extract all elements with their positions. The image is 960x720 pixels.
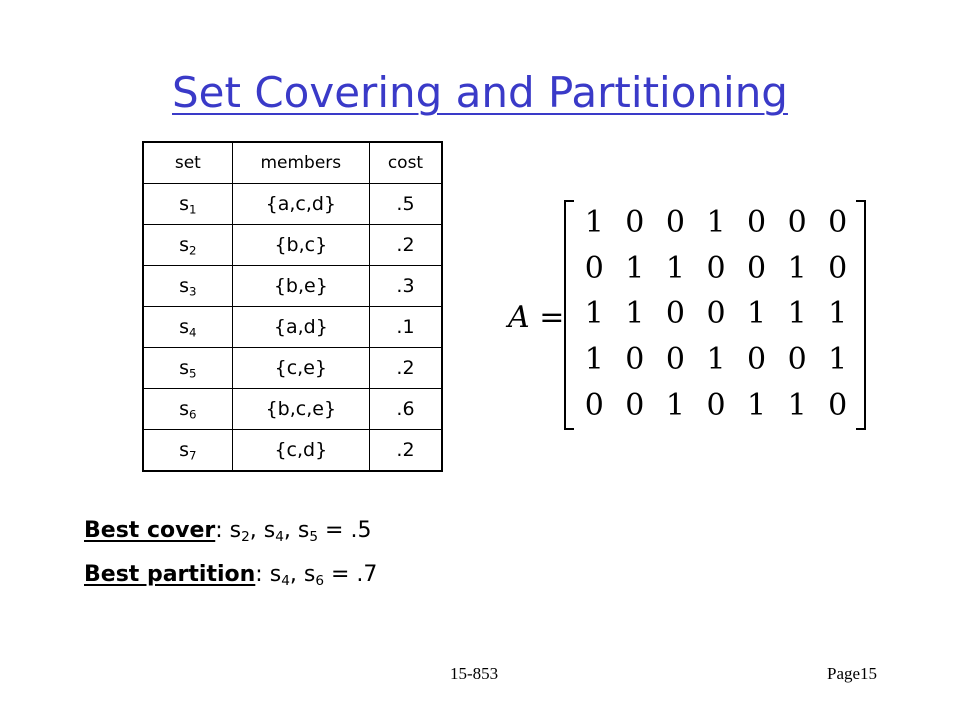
table-row xyxy=(143,348,442,389)
table-row xyxy=(143,184,442,225)
matrix-cell: 1 xyxy=(665,387,685,423)
set-ref: , s xyxy=(249,518,276,543)
matrix-cell: 1 xyxy=(787,296,807,332)
matrix-cell: 1 xyxy=(584,205,604,241)
set-ref: s xyxy=(229,518,242,543)
best-partition-line xyxy=(84,562,378,590)
set-ref: , s xyxy=(289,562,316,587)
matrix-cell: 0 xyxy=(625,342,645,378)
cost-cell: .1 xyxy=(369,307,442,348)
footer-course: 15-853 xyxy=(450,664,499,683)
set-name-cell: $s_1$ xyxy=(143,184,232,225)
matrix-name: A xyxy=(508,300,530,335)
matrix-label xyxy=(508,300,564,335)
matrix-cell: 0 xyxy=(828,250,848,286)
matrix-cell: 0 xyxy=(787,342,807,378)
members-cell: {b,c,e} xyxy=(232,389,369,430)
cost-cell: .6 xyxy=(369,389,442,430)
table-row xyxy=(143,225,442,266)
set-ref-subscript: 6 xyxy=(315,573,324,590)
matrix-cell: 0 xyxy=(625,205,645,241)
set-name-cell: $s_7$ xyxy=(143,430,232,472)
matrix-cell: 0 xyxy=(584,250,604,286)
table-row xyxy=(143,389,442,430)
best-cover-colon: : xyxy=(215,518,223,543)
members-cell: {c,e} xyxy=(232,348,369,389)
table-header-row xyxy=(143,142,442,184)
matrix-cell: 1 xyxy=(747,296,767,332)
table-row xyxy=(143,307,442,348)
cost-cell: .2 xyxy=(369,348,442,389)
set-ref: s xyxy=(269,562,282,587)
sets-table xyxy=(142,141,443,472)
matrix-grid xyxy=(574,200,858,428)
matrix-cell: 0 xyxy=(706,296,726,332)
set-name-cell: $s_5$ xyxy=(143,348,232,389)
best-cover-value: = .5 xyxy=(318,518,372,543)
matrix-cell: 0 xyxy=(665,342,685,378)
matrix-cell: 0 xyxy=(706,387,726,423)
matrix-cell: 0 xyxy=(706,250,726,286)
matrix-cell: 0 xyxy=(665,205,685,241)
set-ref: , s xyxy=(283,518,310,543)
matrix-equals: = xyxy=(539,300,565,335)
matrix-cell: 1 xyxy=(706,342,726,378)
matrix-cell: 1 xyxy=(625,296,645,332)
best-partition-label: Best partition xyxy=(84,562,256,587)
matrix-cell: 0 xyxy=(828,387,848,423)
cost-cell: .2 xyxy=(369,225,442,266)
matrix-right-bracket xyxy=(856,200,866,430)
best-partition-value: = .7 xyxy=(323,562,378,587)
members-cell: {a,d} xyxy=(232,307,369,348)
matrix-cell: 1 xyxy=(828,342,848,378)
matrix-cell: 0 xyxy=(584,387,604,423)
set-ref-subscript: 2 xyxy=(241,529,250,546)
header-cost: cost xyxy=(369,142,442,184)
matrix-cell: 0 xyxy=(747,205,767,241)
matrix-cell: 0 xyxy=(828,205,848,241)
matrix-cell: 0 xyxy=(625,387,645,423)
matrix-cell: 0 xyxy=(747,250,767,286)
matrix-cell: 1 xyxy=(665,250,685,286)
table-row xyxy=(143,266,442,307)
set-name-cell: $s_3$ xyxy=(143,266,232,307)
best-partition-colon: : xyxy=(255,562,263,587)
matrix-cell: 0 xyxy=(665,296,685,332)
footer-page: Page15 xyxy=(827,664,878,683)
members-cell: {c,d} xyxy=(232,430,369,472)
matrix-cell: 1 xyxy=(787,250,807,286)
slide-title: Set Covering and Partitioning xyxy=(172,68,788,117)
best-cover-label: Best cover xyxy=(84,518,216,543)
best-cover-line xyxy=(84,518,372,546)
set-ref-subscript: 5 xyxy=(309,529,319,546)
table-row xyxy=(143,430,442,472)
set-name-cell: $s_2$ xyxy=(143,225,232,266)
members-cell: {a,c,d} xyxy=(232,184,369,225)
matrix-cell: 0 xyxy=(747,342,767,378)
matrix-cell: 1 xyxy=(787,387,807,423)
matrix-cell: 1 xyxy=(828,296,848,332)
matrix-cell: 1 xyxy=(584,342,604,378)
matrix-cell: 0 xyxy=(787,205,807,241)
set-ref-subscript: 4 xyxy=(281,573,290,590)
matrix-cell: 1 xyxy=(706,205,726,241)
cost-cell: .2 xyxy=(369,430,442,472)
matrix-cell: 1 xyxy=(747,387,767,423)
matrix-left-bracket xyxy=(564,200,574,430)
members-cell: {b,c} xyxy=(232,225,369,266)
set-ref-subscript: 4 xyxy=(275,529,284,546)
set-name-cell: $s_4$ xyxy=(143,307,232,348)
cost-cell: .5 xyxy=(369,184,442,225)
members-cell: {b,e} xyxy=(232,266,369,307)
matrix-cell: 1 xyxy=(625,250,645,286)
cost-cell: .3 xyxy=(369,266,442,307)
set-name-cell: $s_6$ xyxy=(143,389,232,430)
header-members: members xyxy=(232,142,369,184)
matrix-cell: 1 xyxy=(584,296,604,332)
header-set: set xyxy=(143,142,232,184)
